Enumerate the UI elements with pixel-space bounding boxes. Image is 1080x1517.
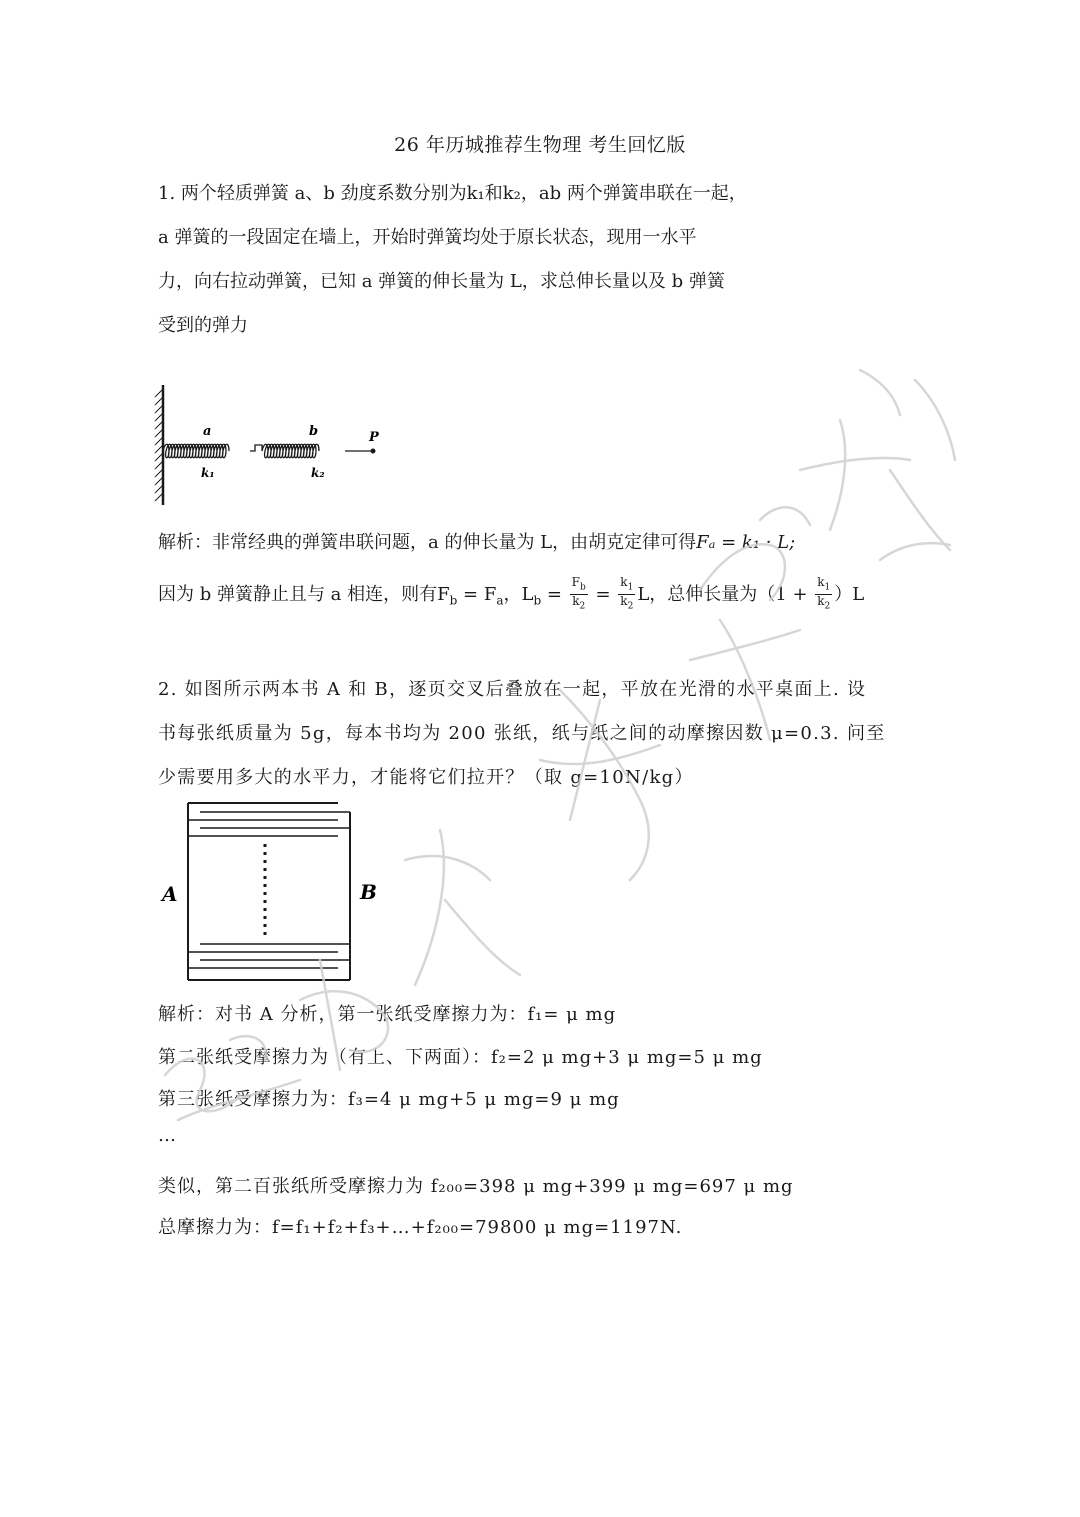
label-k1: k₁ — [201, 466, 215, 480]
label-a: a — [203, 424, 212, 439]
frac-denominator: k — [817, 594, 825, 609]
subscript-2: 2 — [579, 601, 586, 612]
hooke-formula: Fₐ = k₁ · L; — [696, 532, 796, 553]
question-2-line: 少需要用多大的水平力，才能将它们拉开？（取 g=10N/kg） — [158, 767, 694, 788]
spring-figure — [150, 383, 390, 513]
frac-numerator: k — [620, 575, 628, 589]
page-title: 26 年历城推荐生物理 考生回忆版 — [394, 134, 686, 156]
spring-connector — [250, 445, 262, 451]
question-1-line: a 弹簧的一段固定在墙上，开始时弹簧均处于原长状态，现用一水平 — [158, 227, 697, 248]
spring-b — [262, 444, 319, 458]
analysis-1-text: 解析：非常经典的弹簧串联问题，a 的伸长量为 L，由胡克定律可得 — [158, 532, 697, 553]
frac-numerator: F — [571, 575, 580, 589]
label-book-b: B — [360, 880, 377, 904]
solution-2-line: 总摩擦力为：f=f₁+f₂+f₃+…+f₂₀₀=79800 μ mg=1197N. — [158, 1217, 683, 1238]
solution-2-line: 第二张纸受摩擦力为（有上、下两面）：f₂=2 μ mg+3 μ mg=5 μ mg — [158, 1047, 763, 1068]
subscript-1: 1 — [627, 582, 634, 593]
question-2-line: 2. 如图所示两本书 A 和 B，逐页交叉后叠放在一起，平放在光滑的水平桌面上. 设 — [158, 679, 867, 700]
label-k2: k₂ — [311, 466, 325, 480]
subscript-1: 1 — [824, 582, 831, 593]
question-1-line: 1. 两个轻质弹簧 a、b 劲度系数分别为k₁和k₂，ab 两个弹簧串联在一起， — [158, 183, 747, 204]
subscript-2: 2 — [627, 601, 634, 612]
question-1 — [158, 172, 768, 348]
subscript-a: a — [496, 593, 504, 608]
subscript-b: b — [533, 593, 542, 608]
fraction-fb-k2 — [570, 576, 588, 614]
subscript-2: 2 — [824, 601, 831, 612]
fraction-k1-k2 — [618, 576, 635, 614]
solution-2-line: 第三张纸受摩擦力为：f₃=4 μ mg+5 μ mg=9 μ mg — [158, 1089, 620, 1110]
analysis-2-text: L，总伸长量为（1 + — [637, 583, 814, 605]
question-2 — [158, 668, 928, 800]
analysis-2-text: ，L — [503, 583, 534, 605]
analysis-1-line-2: 因为 b 弹簧静止且与 a 相连，则有$F_b = F_a$，$L_b$ = $\frac{F_b}{k_2}$ = $\frac{k_1}{k_2}$ L，总伸长量为（1 + $\frac{k_1}{k_2}$ ）L — [158, 575, 865, 612]
analysis-2-text: ）L — [834, 583, 865, 605]
solution-2-line: 类似，第二百张纸所受摩擦力为 f₂₀₀=398 μ mg+399 μ mg=697 μ mg — [158, 1176, 794, 1197]
spring-a — [163, 444, 229, 458]
subscript-b: b — [580, 582, 586, 593]
analysis-2-text: = F — [457, 583, 497, 605]
analysis-2-text: = — [541, 583, 568, 605]
frac-denominator: k — [620, 594, 628, 609]
point-p — [371, 449, 376, 454]
label-book-a: A — [162, 882, 178, 906]
subscript-b: b — [449, 593, 458, 608]
solution-2-line: … — [158, 1125, 177, 1146]
question-1-line: 受到的弹力 — [158, 315, 248, 336]
book-drawing — [188, 803, 350, 980]
frac-numerator: k — [817, 575, 825, 589]
question-2-line: 书每张纸质量为 5g，每本书均为 200 张纸，纸与纸之间的动摩擦因数 μ=0.3. 问至 — [158, 723, 886, 744]
analysis-1-line-1 — [158, 528, 795, 554]
label-b: b — [309, 424, 319, 439]
solution-2-line: 解析：对书 A 分析，第一张纸受摩擦力为：f₁= μ mg — [158, 1004, 617, 1025]
frac-denominator: k — [572, 594, 580, 609]
question-1-line: 力，向右拉动弹簧，已知 a 弹簧的伸长量为 L，求总伸长量以及 b 弹簧 — [158, 271, 725, 292]
fraction-k1-k2-total — [815, 576, 832, 614]
label-p: P — [369, 430, 379, 445]
analysis-2-text: 因为 b 弹簧静止且与 a 相连，则有F — [158, 583, 450, 605]
books-figure — [155, 800, 385, 985]
